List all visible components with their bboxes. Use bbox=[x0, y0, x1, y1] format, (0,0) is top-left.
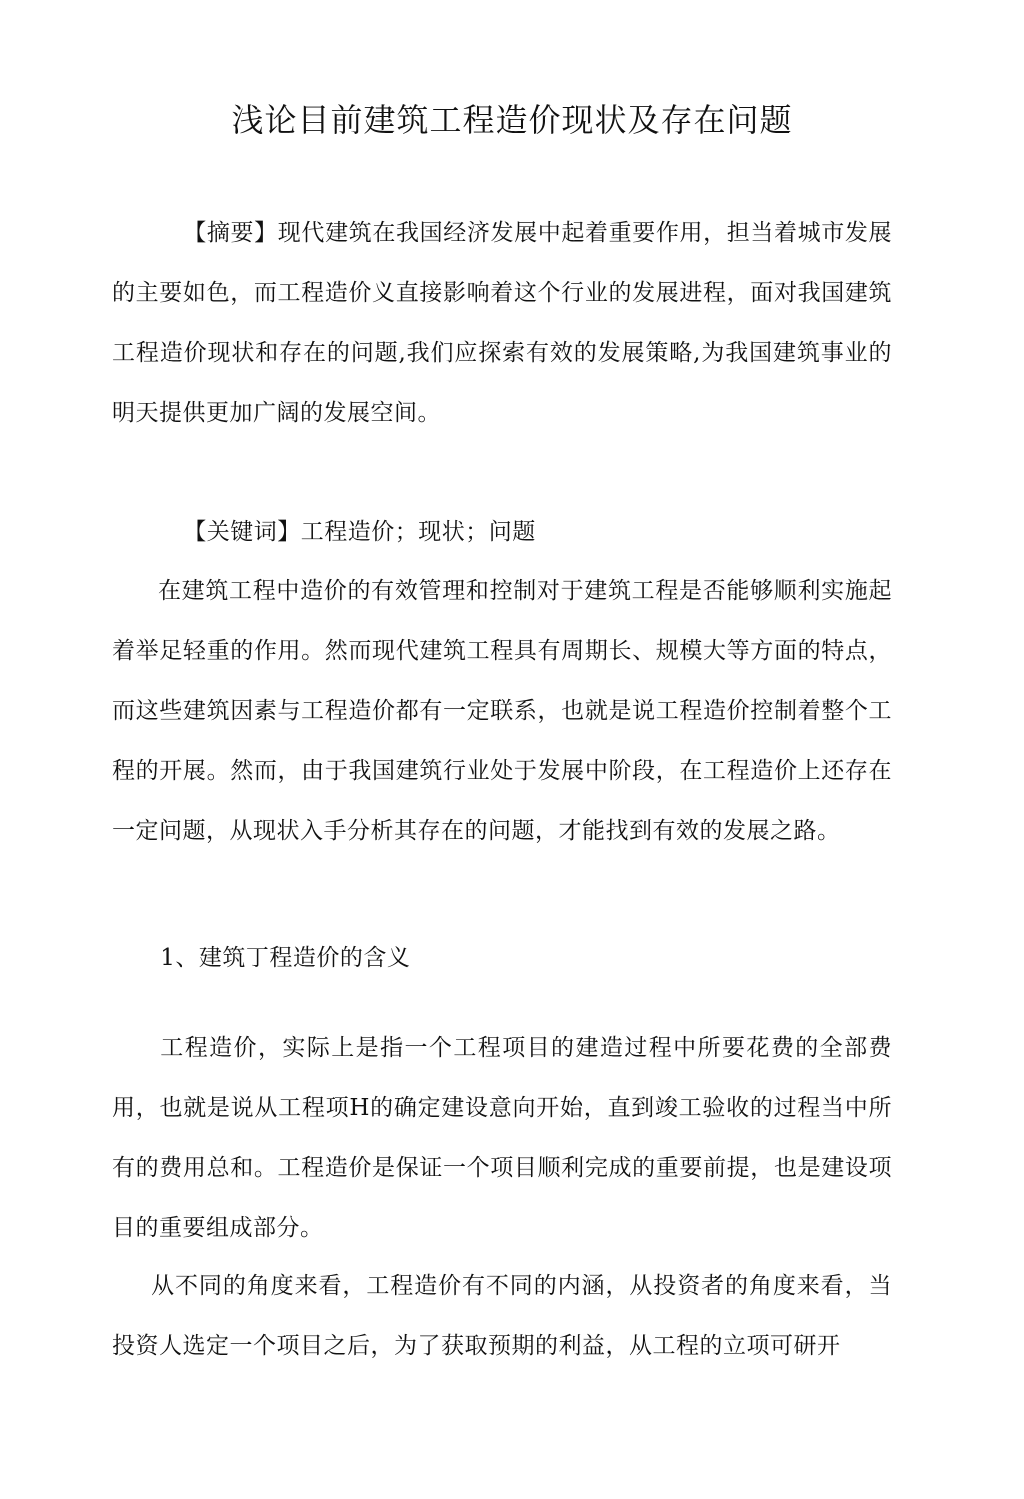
section-heading: 1、建筑丁程造价的含义 bbox=[160, 945, 411, 971]
abstract-paragraph: 【摘要】现代建筑在我国经济发展中起着重要作用，担当着城市发展的主要如色，而工程造价义直接影响着这个行业的发展进程，面对我国建筑工程造价现状和存在的问题,我们应探索有效的发展策略,为我国建筑事业的明天提供更加广阔的发展空间。 bbox=[112, 220, 892, 426]
keywords-paragraph: 【关键词】工程造价；现状；问题 bbox=[183, 519, 536, 545]
document-title: 浅论目前建筑工程造价现状及存在问题 bbox=[231, 101, 793, 139]
intro-paragraph: 在建筑工程中造价的有效管理和控制对于建筑工程是否能够顺利实施起着举足轻重的作用。然而现代建筑工程具有周期长、规模大等方面的特点，而这些建筑因素与工程造价都有一定联系，也就是说工程造价控制着整个工程的开展。然而，由于我国建筑行业处于发展中阶段，在工程造价上还存在一定问题，从现状入手分析其存在的问题，才能找到有效的发展之路。 bbox=[112, 578, 892, 844]
definition-paragraph: 工程造价，实际上是指一个工程项目的建造过程中所要花费的全部费用，也就是说从工程项H的确定建设意向开始，直到竣工验收的过程当中所有的费用总和。工程造价是保证一个项目顺利完成的重要前提，也是建设项目的重要组成部分。 bbox=[112, 1035, 892, 1241]
viewpoint-paragraph: 从不同的角度来看，工程造价有不同的内涵，从投资者的角度来看，当投资人选定一个项目之后，为了获取预期的利益，从工程的立项可研开 bbox=[112, 1273, 892, 1359]
